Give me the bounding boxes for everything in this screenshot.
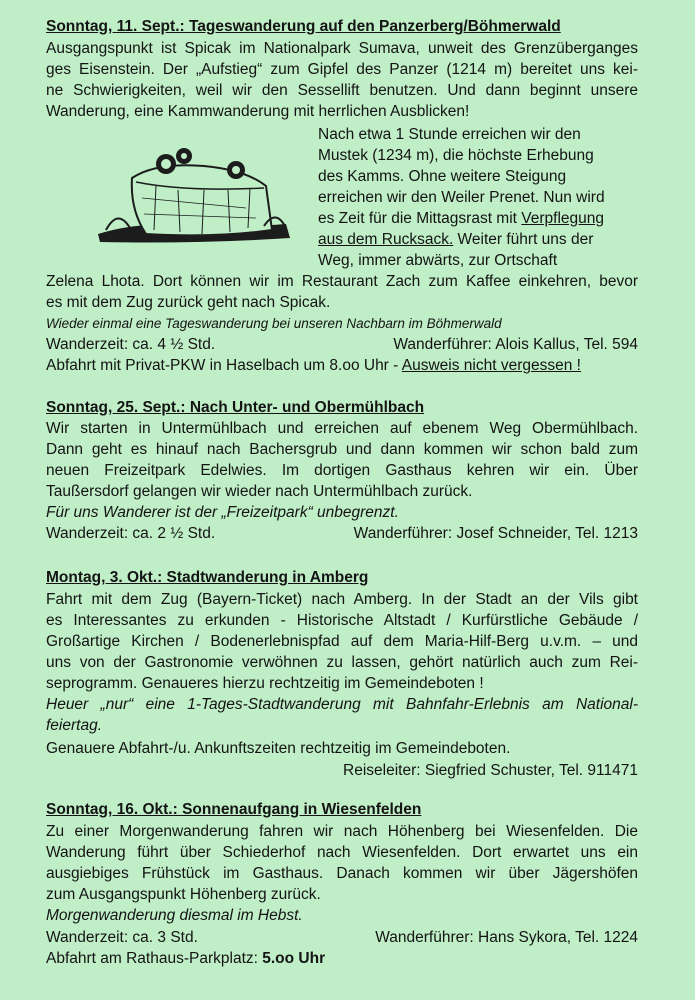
- italic-note: Morgenwanderung diesmal im Hebst.: [46, 907, 303, 924]
- text-line: neuen Freizeitpark Edelwies. Im dortigen Gasthaus kehren wir ein. Über: [46, 462, 638, 479]
- guide-contact: Reiseleiter: Siegfried Schuster, Tel. 911471: [343, 762, 638, 779]
- section-heading-2: Sonntag, 25. Sept.: Nach Unter- und Obermühlbach: [46, 399, 425, 416]
- text-line: Fahrt mit dem Zug (Bayern-Ticket) nach Amberg. In der Stadt an der Vils gibt: [46, 591, 638, 608]
- text-line: uns von der Gastronomie verwöhnen zu lassen, gehört natürlich auch zum Rei-: [46, 654, 638, 671]
- text-line: [318, 208, 638, 229]
- underlined-text: aus dem Rucksack.: [318, 231, 454, 248]
- text-line: Großartige Kirchen / Bodenerlebnispfad auf dem Maria-Hilf-Berg u.v.m. – und: [46, 633, 638, 650]
- text-line: Genauere Abfahrt-/u. Ankunftszeiten rechtzeitig im Gemeindeboten.: [46, 740, 511, 757]
- text-line: erreichen wir den Weiler Prenet. Nun wird: [318, 189, 605, 206]
- text-line: Zu einer Morgenwanderung fahren wir nach Höhenberg bei Wiesenfelden. Die: [46, 823, 638, 840]
- text-line: Nach etwa 1 Stunde erreichen wir den: [318, 126, 581, 143]
- hiking-time: Wanderzeit: ca. 4 ½ Std.: [46, 336, 216, 353]
- hiking-time: Wanderzeit: ca. 2 ½ Std.: [46, 525, 216, 542]
- text-line: Mustek (1234 m), die höchste Erhebung: [318, 147, 594, 164]
- departure-line: [46, 948, 325, 969]
- text-span: Weiter führt uns der: [453, 231, 594, 248]
- text-line: seprogramm. Genaueres hierzu rechtzeitig im Gemeindeboten !: [46, 675, 484, 692]
- text-line: Wanderung führt über Schiederhof nach Wiesenfelden. Dort erwartet uns ein: [46, 844, 638, 861]
- text-line: Wir starten in Untermühlbach und erreichen auf ebenem Weg Obermühlbach.: [46, 420, 638, 437]
- text-line: des Kamms. Ohne weitere Steigung: [318, 168, 567, 185]
- italic-note: Heuer „nur“ eine 1-Tages-Stadtwanderung mit Bahnfahr-Erlebnis am National-: [46, 696, 638, 713]
- departure-time: 5.oo Uhr: [262, 950, 326, 967]
- text-line: es mit dem Zug zurück geht nach Spicak.: [46, 294, 331, 311]
- text-line: Wanderung, eine Kammwanderung mit herrlichen Ausblicken!: [46, 103, 470, 120]
- info-row: [46, 334, 638, 355]
- section-heading-3: Montag, 3. Okt.: Stadtwanderung in Amberg: [46, 569, 369, 586]
- text-line: [318, 229, 638, 250]
- hiking-time: Wanderzeit: ca. 3 Std.: [46, 929, 198, 946]
- text-line: zum Ausgangspunkt Höhenberg zurück.: [46, 886, 321, 903]
- text-line: ges Eisenstein. Der „Aufstieg“ zum Gipfel des Panzer (1214 m) bereitet uns kei-: [46, 61, 638, 78]
- text-line: ne Schwierigkeiten, weil wir den Sessellift benutzen. Und dann beginnt unsere: [46, 82, 638, 99]
- departure-text: Abfahrt mit Privat-PKW in Haselbach um 8.oo Uhr -: [46, 357, 402, 374]
- text-line: Weg, immer abwärts, zur Ortschaft: [318, 252, 558, 269]
- italic-note: Wieder einmal eine Tageswanderung bei unseren Nachbarn im Böhmerwald: [46, 316, 502, 331]
- italic-note: Für uns Wanderer ist der „Freizeitpark“ unbegrenzt.: [46, 504, 399, 521]
- departure-line: [46, 355, 581, 376]
- text-line: es Interessantes zu erkunden - Historische Altstadt / Kurfürstliche Gebäude /: [46, 612, 638, 629]
- underlined-text: Ausweis nicht vergessen !: [401, 357, 581, 374]
- italic-note: feiertag.: [46, 717, 103, 734]
- guide-contact: Wanderführer: Alois Kallus, Tel. 594: [393, 336, 638, 353]
- text-line: Zelena Lhota. Dort können wir im Restaurant Zach zum Kaffee einkehren, bevor: [46, 273, 638, 290]
- guide-contact: Wanderführer: Hans Sykora, Tel. 1224: [375, 929, 638, 946]
- section-heading-1: Sonntag, 11. Sept.: Tageswanderung auf den Panzerberg/Böhmerwald: [46, 18, 561, 35]
- text-line: ausgiebiges Frühstück im Gasthaus. Danach kommen wir über Jägershöfen: [46, 865, 638, 882]
- text-line: Dann geht es hinauf nach Bachersgrub und dann kommen wir schon bald zum: [46, 441, 638, 458]
- underlined-text: Verpflegung: [521, 210, 605, 227]
- tree-stump-illustration: [96, 138, 292, 246]
- info-row: [46, 927, 638, 948]
- text-line: Ausgangspunkt ist Spicak im Nationalpark Sumava, unweit des Grenzüberganges: [46, 40, 638, 57]
- text-span: es Zeit für die Mittagsrast mit: [318, 210, 522, 227]
- text-line: Taußersdorf gelangen wir wieder nach Untermühlbach zurück.: [46, 483, 473, 500]
- section-heading-4: Sonntag, 16. Okt.: Sonnenaufgang in Wiesenfelden: [46, 801, 422, 818]
- guide-contact: Wanderführer: Josef Schneider, Tel. 1213: [353, 525, 638, 542]
- departure-text: Abfahrt am Rathaus-Parkplatz:: [46, 950, 263, 967]
- info-row: [46, 523, 638, 544]
